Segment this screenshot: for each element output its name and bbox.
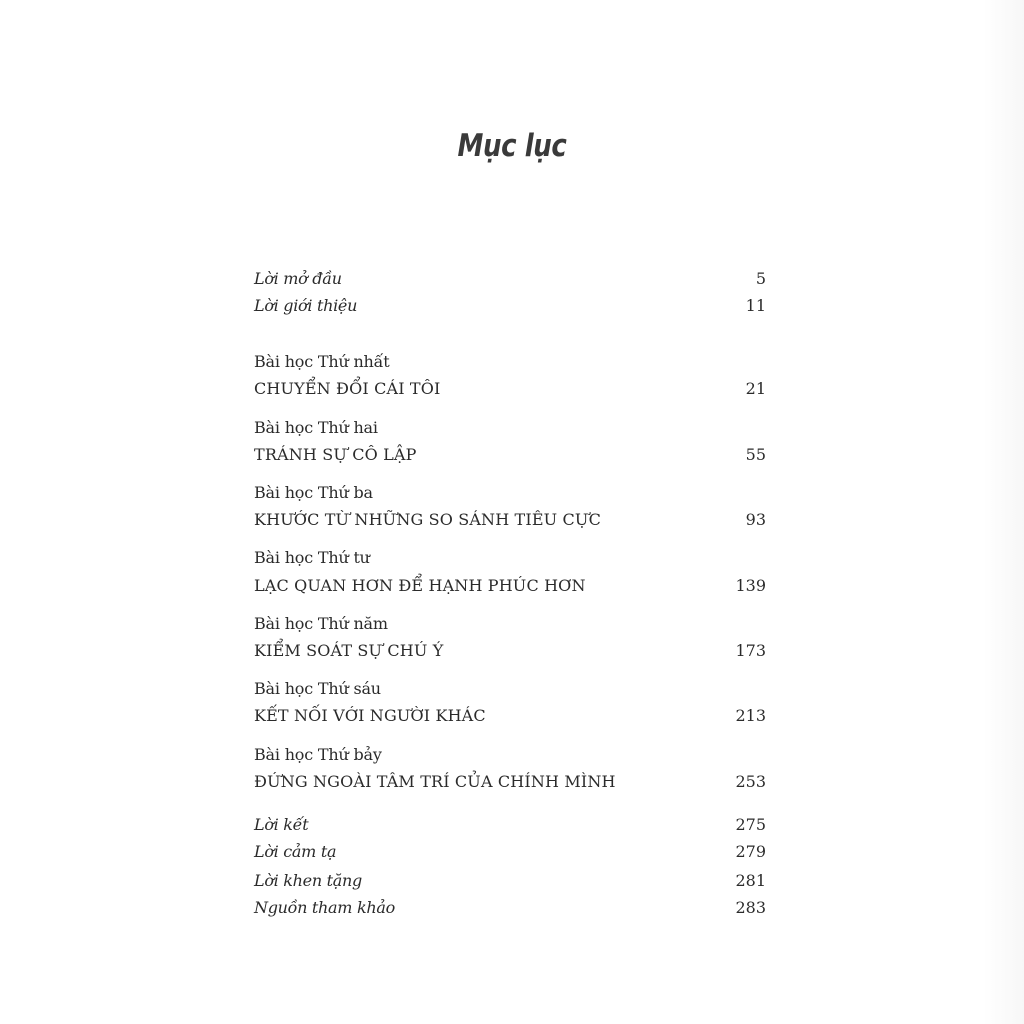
toc-entry-nguon-tham-khao	[254, 896, 766, 920]
toc-page-number: 139	[735, 576, 766, 595]
table-of-contents	[254, 0, 766, 1024]
lesson-3-entry	[254, 508, 766, 532]
toc-page-number: 283	[735, 898, 766, 917]
lesson-title: TRÁNH SỰ CÔ LẬP	[254, 445, 417, 464]
lesson-title: CHUYỂN ĐỔI CÁI TÔI	[254, 379, 441, 398]
toc-page-number: 11	[745, 296, 766, 315]
lesson-title: KIỂM SOÁT SỰ CHÚ Ý	[254, 641, 444, 660]
toc-entry-loi-khen-tang	[254, 869, 766, 893]
lesson-7-heading	[254, 743, 766, 767]
lesson-title: KHƯỚC TỪ NHỮNG SO SÁNH TIÊU CỰC	[254, 510, 601, 529]
toc-entry-label: Lời giới thiệu	[254, 296, 358, 315]
toc-entry-loi-gioi-thieu	[254, 294, 766, 318]
toc-page-number: 55	[745, 445, 766, 464]
lesson-heading: Bài học Thứ nhất	[254, 352, 390, 371]
page-title: Mục lục	[457, 128, 567, 164]
toc-entry-loi-cam-ta	[254, 840, 766, 864]
toc-entry-label: Lời cảm tạ	[254, 842, 337, 861]
lesson-6-entry	[254, 704, 766, 728]
toc-page-number: 173	[735, 641, 766, 660]
toc-entry-loi-mo-dau	[254, 267, 766, 291]
toc-entry-label: Lời khen tặng	[254, 871, 362, 890]
lesson-3-heading	[254, 481, 766, 505]
lesson-1-heading	[254, 350, 766, 374]
lesson-heading: Bài học Thứ sáu	[254, 679, 381, 698]
toc-entry-label: Lời kết	[254, 815, 309, 834]
lesson-heading: Bài học Thứ ba	[254, 483, 373, 502]
toc-page-number: 275	[735, 815, 766, 834]
toc-entry-loi-ket	[254, 813, 766, 837]
lesson-5-entry	[254, 639, 766, 663]
toc-entry-label: Lời mở đầu	[254, 269, 342, 288]
lesson-heading: Bài học Thứ bảy	[254, 745, 382, 764]
lesson-heading: Bài học Thứ năm	[254, 614, 388, 633]
lesson-2-entry	[254, 443, 766, 467]
toc-page-number: 5	[755, 269, 766, 288]
toc-page-number: 213	[735, 706, 766, 725]
lesson-5-heading	[254, 612, 766, 636]
lesson-2-heading	[254, 416, 766, 440]
toc-page-number: 93	[745, 510, 766, 529]
toc-entry-label: Nguồn tham khảo	[254, 898, 395, 917]
lesson-title: KẾT NỐI VỚI NGƯỜI KHÁC	[254, 706, 486, 725]
lesson-title: LẠC QUAN HƠN ĐỂ HẠNH PHÚC HƠN	[254, 576, 586, 595]
lesson-1-entry	[254, 377, 766, 401]
toc-page-number: 253	[735, 772, 766, 791]
toc-page-number: 21	[745, 379, 766, 398]
toc-page-number: 279	[735, 842, 766, 861]
lesson-title: ĐỨNG NGOÀI TÂM TRÍ CỦA CHÍNH MÌNH	[254, 772, 616, 791]
lesson-7-entry	[254, 770, 766, 794]
lesson-4-entry	[254, 574, 766, 598]
lesson-6-heading	[254, 677, 766, 701]
lesson-4-heading	[254, 546, 766, 570]
toc-page-number: 281	[735, 871, 766, 890]
lesson-heading: Bài học Thứ tư	[254, 548, 370, 567]
lesson-heading: Bài học Thứ hai	[254, 418, 378, 437]
